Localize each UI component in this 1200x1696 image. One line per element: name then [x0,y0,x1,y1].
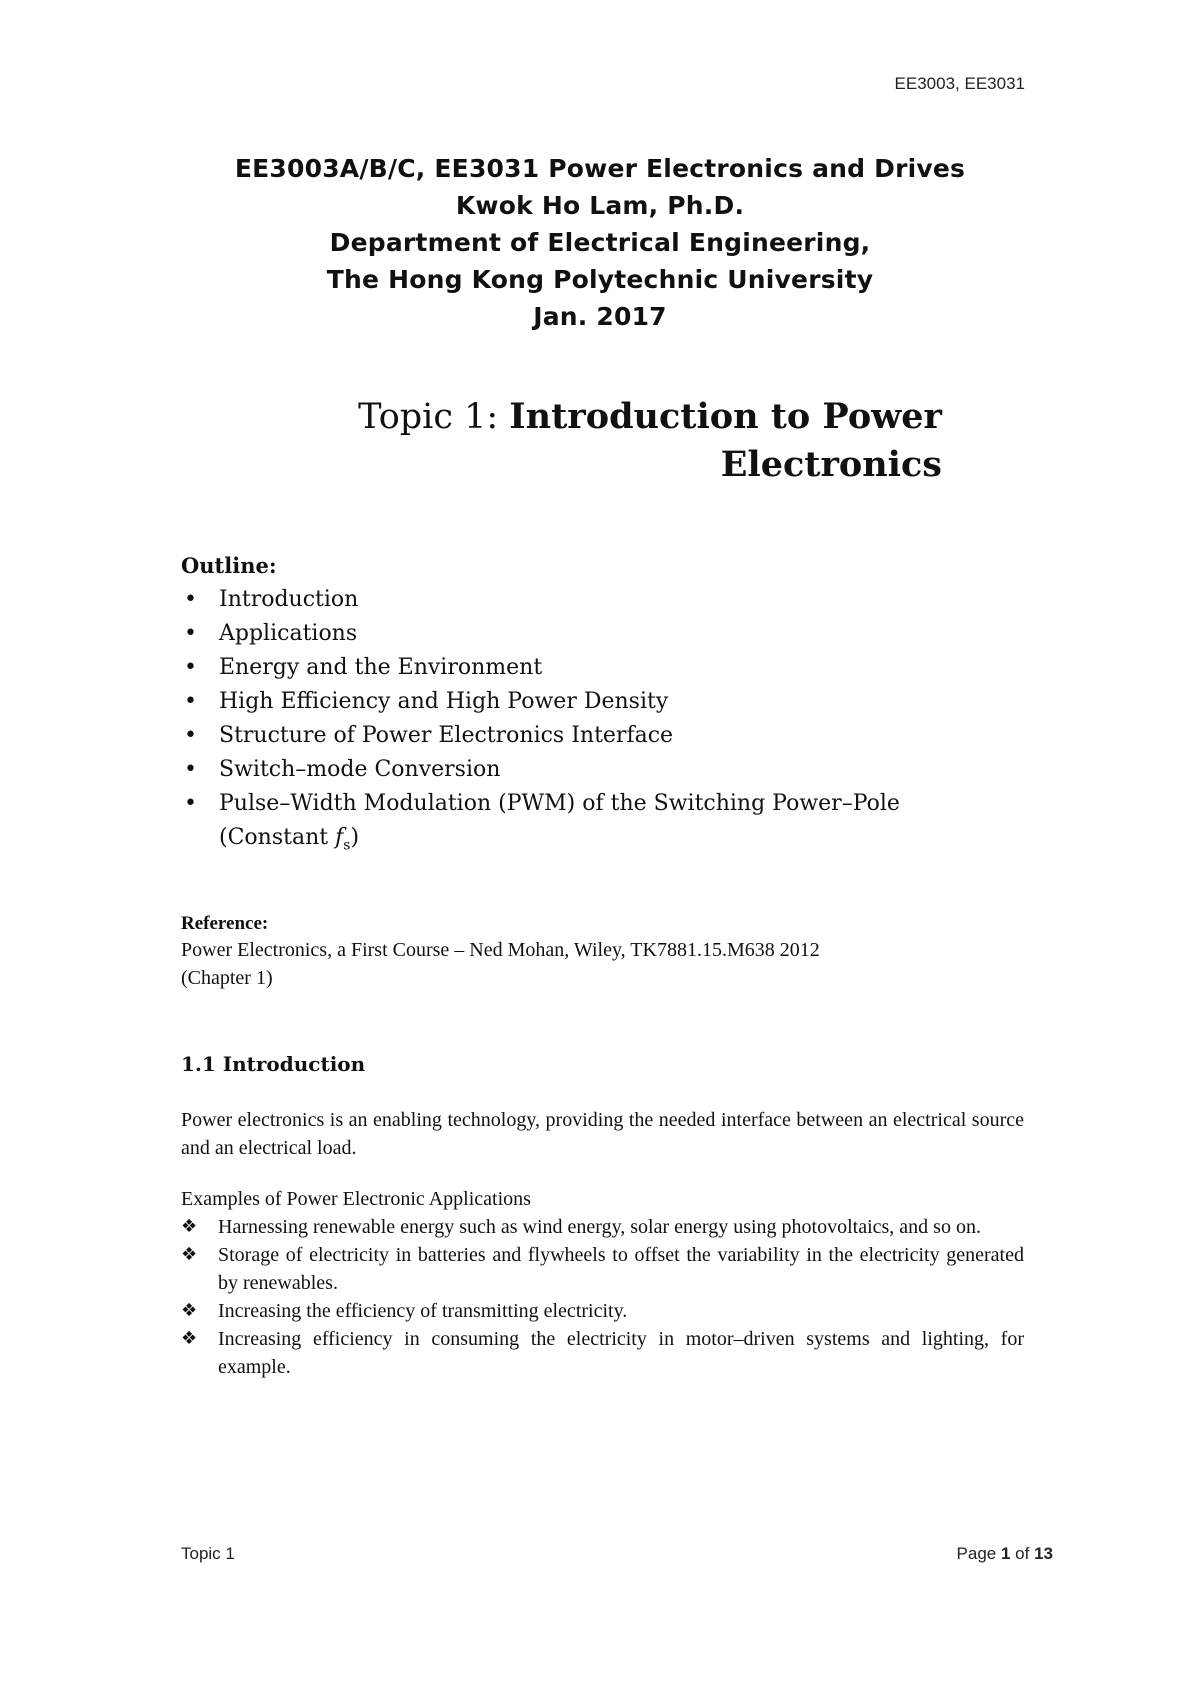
university-name: The Hong Kong Polytechnic University [326,265,874,294]
outline-item: • Structure of Power Electronics Interface [181,719,979,753]
outline-item: • High Efficiency and High Power Density [181,685,979,719]
topic-title-line1: Introduction to Power [509,396,942,437]
examples-heading: Examples of Power Electronic Applications [181,1188,531,1210]
frequency-subscript: s [343,837,351,854]
reference-line: Power Electronics, a First Course – Ned Mohan, Wiley, TK7881.15.M638 2012 [181,939,820,961]
page-number [957,1544,1053,1564]
current-page: 1 [1000,1544,1011,1563]
course-title: EE3003A/B/C, EE3031 Power Electronics and Drives [234,154,966,183]
examples-list [181,1213,1024,1381]
reference-heading: Reference: [181,913,269,934]
example-text: Increasing the efficiency of transmitting electricity. [218,1300,628,1322]
outline-item: • Introduction [181,583,979,617]
example-item [181,1213,1024,1241]
outline-list [181,583,979,862]
page-word: Page [956,1544,1001,1563]
example-item [181,1241,1024,1297]
outline-item: • Energy and the Environment [181,651,979,685]
outline-heading: Outline: [181,553,277,578]
outline-item [181,787,979,862]
example-text: Harnessing renewable energy such as wind energy, solar energy using photovoltaics, and so on. [218,1216,981,1238]
topic-heading [358,393,942,489]
reference-body [181,936,981,992]
outline-item: • Switch–mode Conversion [181,753,979,787]
diamond-bullet-icon: ❖ [181,1328,198,1349]
footer-topic: Topic 1 [181,1544,235,1563]
outline-item-line2-suffix: ) [350,825,360,850]
topic-prefix: Topic 1: [358,397,510,437]
diamond-bullet-icon: ❖ [181,1216,198,1237]
author-name: Kwok Ho Lam, Ph.D. [455,191,745,220]
outline-item-text: Pulse–Width Modulation (PWM) of the Switching Power–Pole [219,791,900,816]
title-block [0,150,1200,335]
frequency-symbol: f [335,825,344,850]
example-text: Storage of electricity in batteries and flywheels to offset the variability in the electricity generated by renewables. [218,1244,1024,1294]
topic-title-line2: Electronics [720,444,942,485]
example-item [181,1325,1024,1381]
outline-item: • Applications [181,617,979,651]
running-header: EE3003, EE3031 [894,74,1025,93]
document-date: Jan. 2017 [533,302,667,331]
section-heading: 1.1 Introduction [181,1052,366,1076]
example-item [181,1297,1024,1325]
total-pages: 13 [1034,1544,1053,1563]
diamond-bullet-icon: ❖ [181,1300,198,1321]
example-text: Increasing efficiency in consuming the electricity in motor–driven systems and lighting, for example. [218,1328,1024,1378]
reference-line: (Chapter 1) [181,967,273,989]
intro-paragraph: Power electronics is an enabling technology, providing the needed interface between an electrical source and an electrical load. [181,1109,1024,1159]
of-word: of [1010,1544,1035,1563]
outline-item-line2-prefix: (Constant [219,825,336,850]
diamond-bullet-icon: ❖ [181,1244,198,1265]
department-name: Department of Electrical Engineering, [329,228,871,257]
